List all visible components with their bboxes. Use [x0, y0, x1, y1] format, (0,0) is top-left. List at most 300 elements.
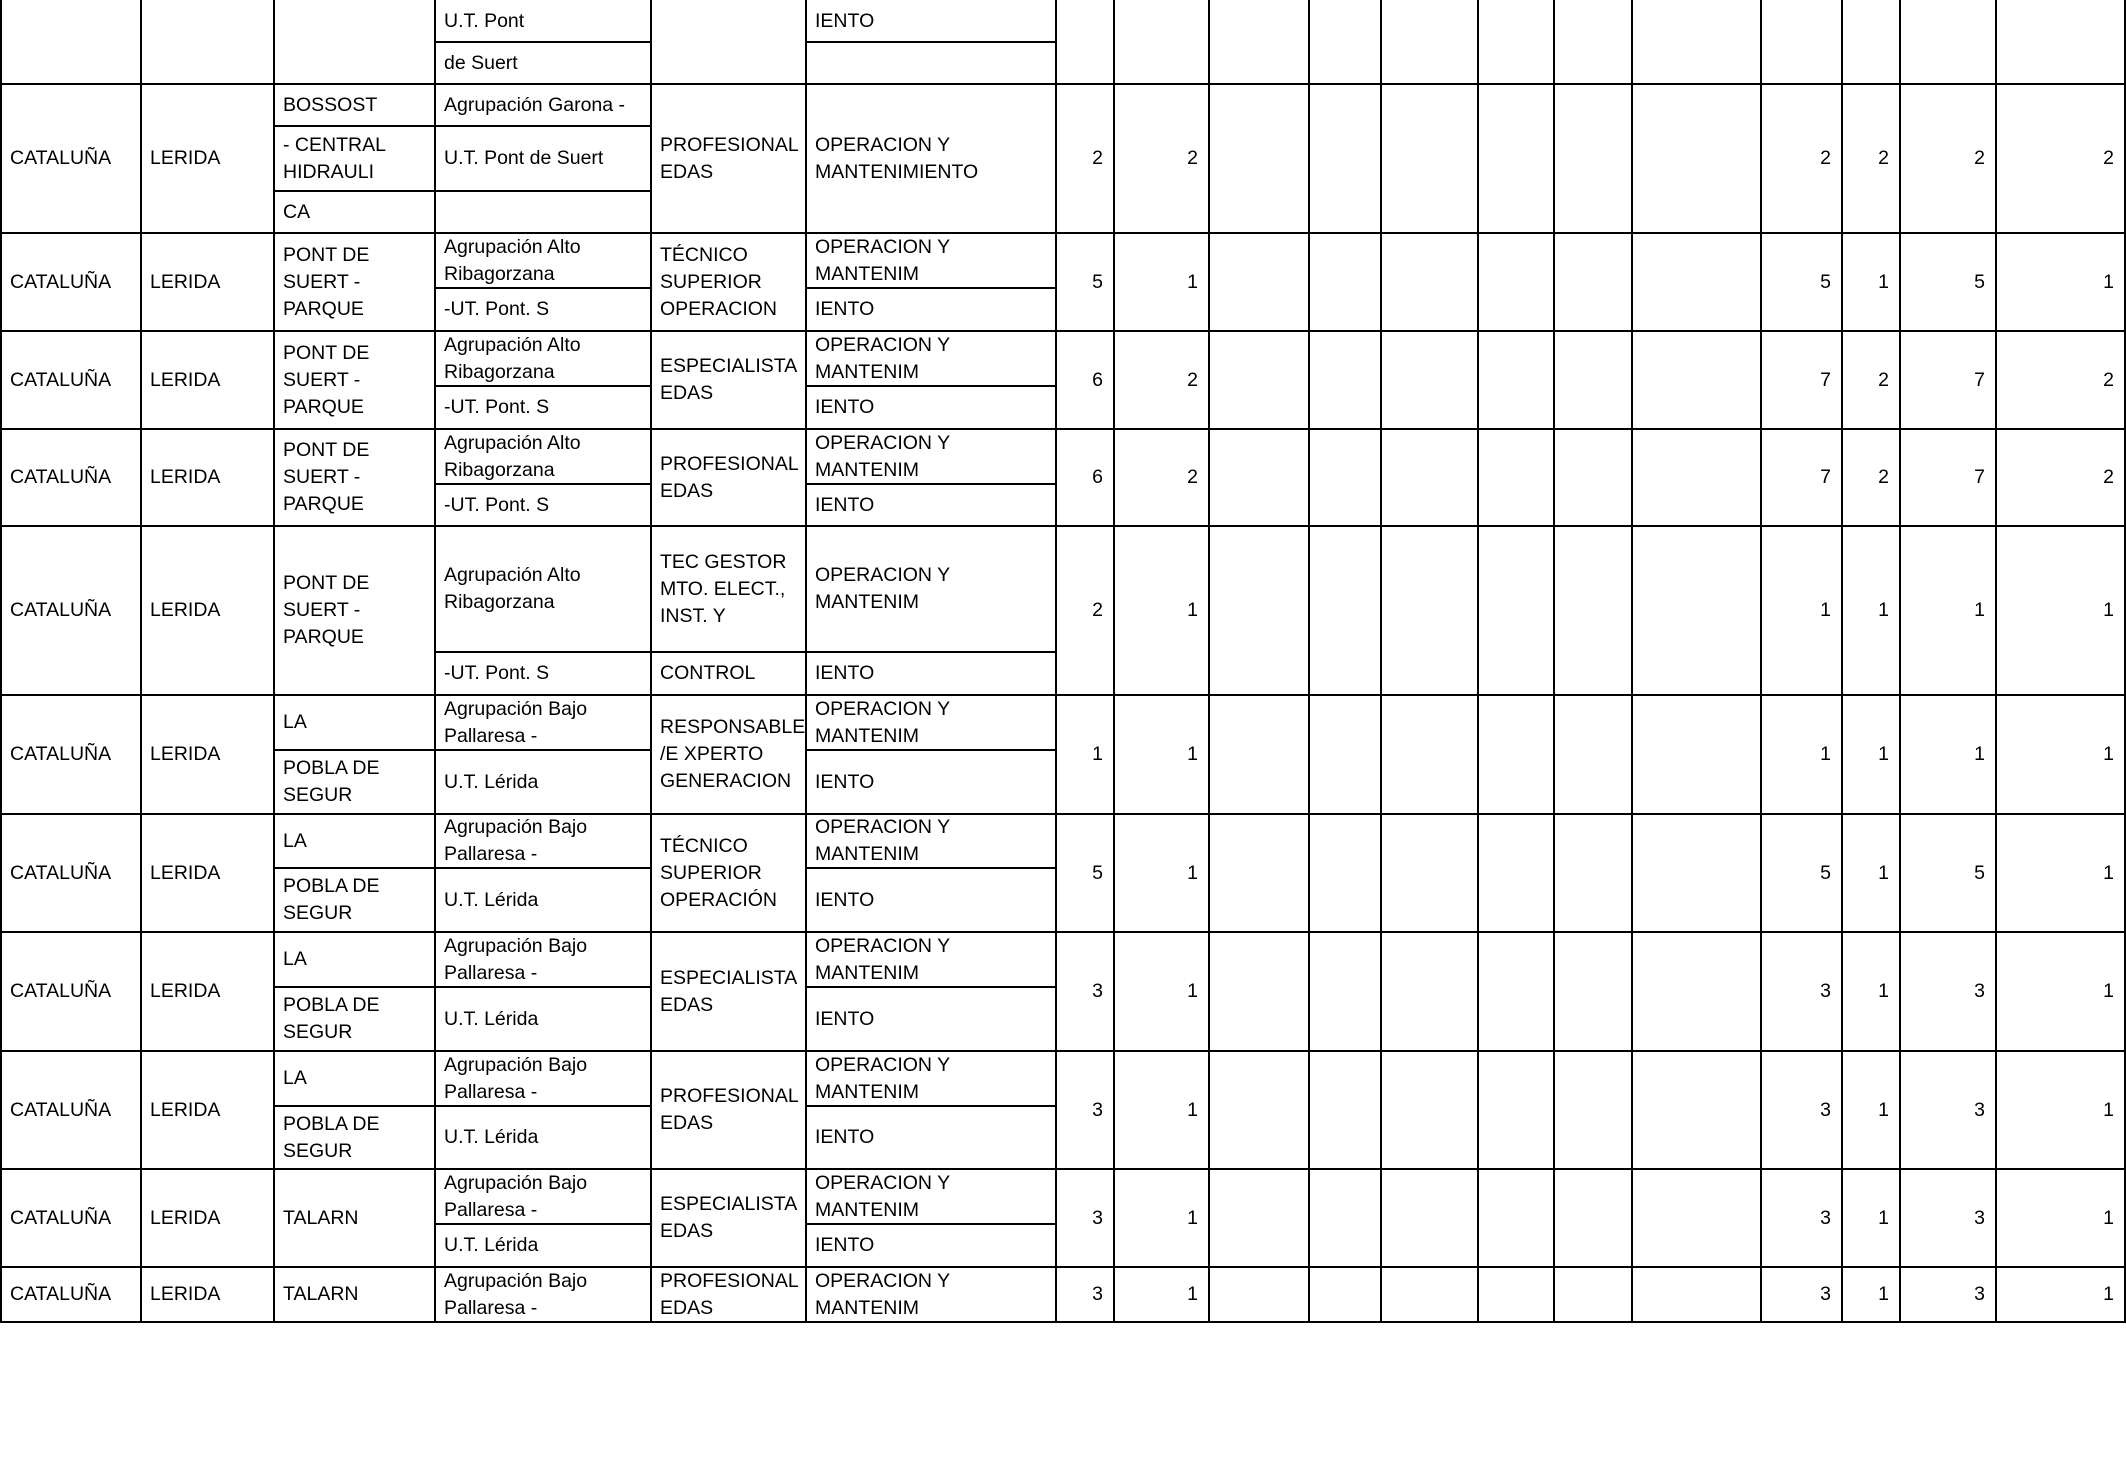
grid-line [0, 1267, 2, 1322]
grid-line [1631, 814, 1633, 932]
number-cell: 2 [1878, 369, 1889, 391]
province-cell: LERIDA [150, 1207, 221, 1229]
grid-line [0, 694, 2126, 696]
grid-line [1553, 526, 1555, 695]
area-cell: IENTO [815, 494, 875, 516]
grid-line [140, 0, 142, 84]
number-cell: 1 [2103, 743, 2114, 765]
grid-line [1208, 1267, 1210, 1322]
organization-cell: Agrupación Bajo Pallaresa - [444, 935, 588, 984]
area-cell: IENTO [815, 662, 875, 684]
grid-line [805, 429, 807, 526]
organization-cell: Agrupación Bajo Pallaresa - [444, 1054, 588, 1103]
number-cell: 1 [2103, 862, 2114, 884]
province-cell: LERIDA [150, 1283, 221, 1305]
grid-line [434, 695, 436, 814]
organization-cell: U.T. Lérida [444, 889, 539, 911]
organization-cell: Agrupación Bajo Pallaresa - [444, 816, 588, 865]
area-cell: IENTO [815, 771, 875, 793]
grid-line [1553, 233, 1555, 331]
grid-line [434, 84, 436, 233]
grid-line [1208, 932, 1210, 1051]
number-cell: 1 [1878, 1207, 1889, 1229]
grid-line [0, 1321, 2126, 1323]
grid-line [1113, 0, 1115, 84]
area-cell: OPERACION Y MANTENIMIENTO [815, 134, 979, 183]
grid-line [0, 526, 2, 695]
number-cell: 7 [1820, 369, 1831, 391]
number-cell: 1 [1878, 862, 1889, 884]
grid-line [650, 84, 652, 233]
grid-line [273, 867, 436, 869]
category-cell: RESPONSABLE /E XPERTO GENERACION [660, 716, 806, 792]
grid-line [0, 233, 2, 331]
number-cell: 1 [2103, 1099, 2114, 1121]
area-cell: IENTO [815, 1234, 875, 1256]
grid-line [140, 429, 142, 526]
number-cell: 1 [2103, 1207, 2114, 1229]
number-cell: 1 [1878, 599, 1889, 621]
number-cell: 1 [1878, 1283, 1889, 1305]
centre-cell: POBLA DE SEGUR [283, 875, 380, 924]
number-cell: 2 [2103, 466, 2114, 488]
grid-line [434, 233, 436, 331]
centre-cell: CA [283, 201, 311, 223]
number-cell: 3 [1974, 980, 1985, 1002]
grid-line [650, 814, 652, 932]
grid-line [1553, 1051, 1555, 1169]
grid-line [0, 1050, 2126, 1052]
organization-cell: Agrupación Alto Ribagorzana [444, 334, 581, 383]
number-cell: 6 [1092, 369, 1103, 391]
centre-cell: PONT DE SUERT - PARQUE [283, 244, 370, 320]
number-cell: 5 [1092, 862, 1103, 884]
grid-line [1631, 526, 1633, 695]
area-cell: IENTO [815, 889, 875, 911]
area-cell: IENTO [815, 396, 875, 418]
number-cell: 3 [1092, 1283, 1103, 1305]
region-cell: CATALUÑA [10, 466, 112, 488]
grid-line [1208, 84, 1210, 233]
number-cell: 2 [1878, 466, 1889, 488]
grid-line [1308, 0, 1310, 84]
number-cell: 1 [1878, 1099, 1889, 1121]
organization-cell: Agrupación Alto Ribagorzana [444, 432, 581, 481]
grid-line [434, 1051, 436, 1169]
area-cell: OPERACION Y MANTENIM [815, 236, 951, 285]
grid-line [1208, 0, 1210, 84]
number-cell: 3 [1974, 1099, 1985, 1121]
category-cell: PROFESIONAL EDAS [660, 134, 799, 183]
centre-cell: BOSSOST [283, 94, 378, 116]
grid-line [1208, 1169, 1210, 1267]
number-cell: 5 [1820, 271, 1831, 293]
category-cell: CONTROL [660, 662, 756, 684]
grid-line [805, 233, 807, 331]
organization-cell: -UT. Pont. S [444, 396, 550, 418]
grid-line [140, 1267, 142, 1322]
grid-line [273, 749, 436, 751]
grid-line [273, 84, 275, 233]
grid-line [1631, 233, 1633, 331]
grid-line [1308, 84, 1310, 233]
number-cell: 2 [2103, 369, 2114, 391]
grid-line [1553, 695, 1555, 814]
number-cell: 1 [1820, 599, 1831, 621]
number-cell: 1 [2103, 1283, 2114, 1305]
category-cell: PROFESIONAL EDAS [660, 1085, 799, 1134]
grid-line [273, 331, 275, 429]
grid-line [1553, 1169, 1555, 1267]
organization-cell: Agrupación Bajo Pallaresa - [444, 1172, 588, 1221]
category-cell: TÉCNICO SUPERIOR OPERACIÓN [660, 835, 778, 911]
region-cell: CATALUÑA [10, 1283, 112, 1305]
number-cell: 2 [1974, 147, 1985, 169]
grid-line [1841, 0, 1843, 84]
grid-line [1631, 429, 1633, 526]
number-cell: 1 [2103, 271, 2114, 293]
grid-line [434, 526, 436, 695]
grid-line [140, 695, 142, 814]
area-cell: OPERACION Y MANTENIM [815, 1172, 951, 1221]
grid-line [1553, 429, 1555, 526]
number-cell: 6 [1092, 466, 1103, 488]
centre-cell: TALARN [283, 1283, 359, 1305]
number-cell: 3 [1820, 1283, 1831, 1305]
grid-line [273, 1169, 275, 1267]
grid-line [140, 331, 142, 429]
grid-line [273, 0, 275, 84]
region-cell: CATALUÑA [10, 271, 112, 293]
number-cell: 1 [1187, 1283, 1198, 1305]
grid-line [1631, 932, 1633, 1051]
number-cell: 2 [1187, 369, 1198, 391]
number-cell: 1 [2103, 599, 2114, 621]
province-cell: LERIDA [150, 980, 221, 1002]
number-cell: 2 [1187, 147, 1198, 169]
area-cell: OPERACION Y MANTENIM [815, 564, 951, 613]
grid-line [1208, 814, 1210, 932]
grid-line [434, 190, 652, 192]
grid-line [1308, 695, 1310, 814]
grid-line [1308, 526, 1310, 695]
grid-line [805, 1267, 807, 1322]
number-cell: 7 [1974, 369, 1985, 391]
grid-line [1380, 1051, 1382, 1169]
grid-line [1899, 0, 1901, 84]
grid-line [140, 814, 142, 932]
grid-line [1308, 331, 1310, 429]
grid-line [0, 814, 2, 932]
region-cell: CATALUÑA [10, 599, 112, 621]
grid-line [1380, 932, 1382, 1051]
number-cell: 1 [1878, 980, 1889, 1002]
grid-line [805, 932, 807, 1051]
grid-line [434, 1169, 436, 1267]
grid-line [0, 1168, 2126, 1170]
grid-line [650, 526, 652, 695]
number-cell: 2 [1092, 147, 1103, 169]
organization-cell: -UT. Pont. S [444, 298, 550, 320]
organization-cell: U.T. Pont de Suert [444, 147, 604, 169]
number-cell: 1 [1187, 743, 1198, 765]
number-cell: 1 [1974, 743, 1985, 765]
organization-cell: de Suert [444, 52, 518, 74]
grid-line [1380, 1267, 1382, 1322]
number-cell: 3 [1092, 980, 1103, 1002]
province-cell: LERIDA [150, 743, 221, 765]
grid-line [1477, 932, 1479, 1051]
grid-line [650, 429, 652, 526]
organization-cell: U.T. Lérida [444, 1008, 539, 1030]
grid-line [1631, 1169, 1633, 1267]
centre-cell: POBLA DE SEGUR [283, 994, 380, 1043]
grid-line [1553, 932, 1555, 1051]
grid-line [1208, 695, 1210, 814]
organization-cell: -UT. Pont. S [444, 494, 550, 516]
organization-cell: Agrupación Bajo Pallaresa - [444, 698, 588, 747]
number-cell: 1 [1878, 743, 1889, 765]
number-cell: 7 [1820, 466, 1831, 488]
grid-line [0, 0, 2, 84]
province-cell: LERIDA [150, 147, 221, 169]
grid-line [650, 932, 652, 1051]
region-cell: CATALUÑA [10, 147, 112, 169]
area-cell: IENTO [815, 10, 875, 32]
centre-cell: PONT DE SUERT - PARQUE [283, 342, 370, 418]
area-cell: OPERACION Y MANTENIM [815, 816, 951, 865]
number-cell: 1 [2103, 980, 2114, 1002]
grid-line [1477, 814, 1479, 932]
grid-line [1995, 0, 1997, 84]
grid-line [140, 1051, 142, 1169]
grid-line [650, 233, 652, 331]
organization-cell: Agrupación Alto Ribagorzana [444, 564, 581, 613]
grid-line [650, 1169, 652, 1267]
organization-cell: Agrupación Garona - [444, 94, 626, 116]
grid-line [0, 330, 2126, 332]
grid-line [1631, 695, 1633, 814]
grid-line [1631, 1051, 1633, 1169]
category-cell: TÉCNICO SUPERIOR OPERACION [660, 244, 778, 320]
grid-line [650, 1267, 652, 1322]
grid-line [1380, 331, 1382, 429]
region-cell: CATALUÑA [10, 1099, 112, 1121]
grid-line [273, 986, 436, 988]
number-cell: 3 [1092, 1099, 1103, 1121]
category-cell: ESPECIALISTA EDAS [660, 967, 798, 1016]
grid-line [434, 331, 436, 429]
number-cell: 3 [1974, 1207, 1985, 1229]
number-cell: 1 [1974, 599, 1985, 621]
organization-cell: U.T. Pont [444, 10, 525, 32]
area-cell: OPERACION Y MANTENIM [815, 1270, 951, 1319]
area-cell: IENTO [815, 1008, 875, 1030]
grid-line [0, 932, 2, 1051]
grid-line [434, 41, 652, 43]
grid-line [1477, 331, 1479, 429]
grid-line [1208, 233, 1210, 331]
grid-line [434, 814, 436, 932]
region-cell: CATALUÑA [10, 1207, 112, 1229]
grid-line [140, 84, 142, 233]
centre-cell: POBLA DE SEGUR [283, 1113, 380, 1162]
number-cell: 3 [1820, 980, 1831, 1002]
grid-line [1477, 695, 1479, 814]
number-cell: 5 [1974, 862, 1985, 884]
area-cell: OPERACION Y MANTENIM [815, 1054, 951, 1103]
number-cell: 1 [1187, 862, 1198, 884]
grid-line [0, 1169, 2, 1267]
region-cell: CATALUÑA [10, 743, 112, 765]
number-cell: 5 [1820, 862, 1831, 884]
grid-line [0, 429, 2, 526]
grid-line [805, 1051, 807, 1169]
grid-line [273, 190, 436, 192]
number-cell: 1 [1187, 980, 1198, 1002]
organization-cell: -UT. Pont. S [444, 662, 550, 684]
category-cell: PROFESIONAL EDAS [660, 453, 799, 502]
number-cell: 3 [1820, 1099, 1831, 1121]
grid-line [0, 1051, 2, 1169]
centre-cell: PONT DE SUERT - PARQUE [283, 572, 370, 648]
area-cell: IENTO [815, 1126, 875, 1148]
grid-line [1477, 526, 1479, 695]
number-cell: 1 [1187, 271, 1198, 293]
area-cell: OPERACION Y MANTENIM [815, 698, 951, 747]
grid-line [434, 125, 652, 127]
centre-cell: PONT DE SUERT - PARQUE [283, 439, 370, 515]
grid-line [1553, 1267, 1555, 1322]
grid-line [273, 814, 275, 932]
province-cell: LERIDA [150, 862, 221, 884]
number-cell: 1 [1187, 599, 1198, 621]
centre-cell: LA [283, 711, 307, 733]
number-cell: 3 [1820, 1207, 1831, 1229]
grid-line [1477, 429, 1479, 526]
organization-cell: U.T. Lérida [444, 1126, 539, 1148]
grid-line [1380, 233, 1382, 331]
grid-line [0, 813, 2126, 815]
grid-line [1380, 526, 1382, 695]
grid-line [0, 695, 2, 814]
number-cell: 1 [1187, 1207, 1198, 1229]
grid-line [1631, 84, 1633, 233]
grid-line [1380, 695, 1382, 814]
area-cell: OPERACION Y MANTENIM [815, 432, 951, 481]
grid-line [1477, 84, 1479, 233]
grid-line [140, 1169, 142, 1267]
grid-line [1553, 331, 1555, 429]
grid-line [1477, 1051, 1479, 1169]
grid-line [1477, 1267, 1479, 1322]
organization-cell: U.T. Lérida [444, 1234, 539, 1256]
grid-line [805, 526, 807, 695]
area-cell: OPERACION Y MANTENIM [815, 935, 951, 984]
province-cell: LERIDA [150, 599, 221, 621]
grid-line [1308, 1267, 1310, 1322]
category-cell: TEC GESTOR MTO. ELECT., INST. Y [660, 551, 787, 627]
centre-cell: POBLA DE SEGUR [283, 757, 380, 806]
grid-line [805, 41, 1057, 43]
category-cell: ESPECIALISTA EDAS [660, 1193, 798, 1242]
province-cell: LERIDA [150, 466, 221, 488]
grid-line [1477, 233, 1479, 331]
region-cell: CATALUÑA [10, 980, 112, 1002]
province-cell: LERIDA [150, 369, 221, 391]
grid-line [1553, 0, 1555, 84]
grid-line [434, 932, 436, 1051]
grid-line [273, 695, 275, 814]
grid-line [1208, 331, 1210, 429]
grid-line [0, 525, 2126, 527]
number-cell: 3 [1974, 1283, 1985, 1305]
grid-line [1631, 1267, 1633, 1322]
grid-line [805, 695, 807, 814]
province-cell: LERIDA [150, 271, 221, 293]
grid-line [140, 233, 142, 331]
grid-line [273, 526, 275, 695]
number-cell: 2 [1092, 599, 1103, 621]
centre-cell: LA [283, 948, 307, 970]
grid-line [273, 1267, 275, 1322]
grid-line [0, 83, 2126, 85]
grid-line [650, 695, 652, 814]
centre-cell: LA [283, 830, 307, 852]
category-cell: ESPECIALISTA EDAS [660, 355, 798, 404]
number-cell: 2 [1820, 147, 1831, 169]
grid-line [434, 429, 436, 526]
grid-line [273, 233, 275, 331]
grid-line [1308, 429, 1310, 526]
area-cell: OPERACION Y MANTENIM [815, 334, 951, 383]
organization-cell: U.T. Lérida [444, 771, 539, 793]
grid-line [805, 651, 1057, 653]
number-cell: 1 [1878, 271, 1889, 293]
grid-line [1308, 1169, 1310, 1267]
grid-line [0, 428, 2126, 430]
grid-line [1631, 0, 1633, 84]
number-cell: 2 [1187, 466, 1198, 488]
grid-line [1208, 429, 1210, 526]
grid-line [1308, 814, 1310, 932]
organization-cell: Agrupación Bajo Pallaresa - [444, 1270, 588, 1319]
grid-line [1380, 0, 1382, 84]
grid-line [805, 1169, 807, 1267]
region-cell: CATALUÑA [10, 862, 112, 884]
grid-line [273, 429, 275, 526]
grid-line [650, 651, 807, 653]
number-cell: 2 [2103, 147, 2114, 169]
number-cell: 5 [1974, 271, 1985, 293]
grid-line [0, 84, 2, 233]
number-cell: 1 [1092, 743, 1103, 765]
number-cell: 3 [1092, 1207, 1103, 1229]
organization-cell: Agrupación Alto Ribagorzana [444, 236, 581, 285]
grid-line [1208, 1051, 1210, 1169]
grid-line [1380, 429, 1382, 526]
grid-line [0, 931, 2126, 933]
grid-line [1308, 932, 1310, 1051]
grid-line [0, 331, 2, 429]
grid-line [273, 1105, 436, 1107]
grid-line [273, 932, 275, 1051]
grid-line [650, 1051, 652, 1169]
grid-line [1760, 0, 1762, 84]
grid-line [434, 1267, 436, 1322]
grid-line [1380, 814, 1382, 932]
province-cell: LERIDA [150, 1099, 221, 1121]
